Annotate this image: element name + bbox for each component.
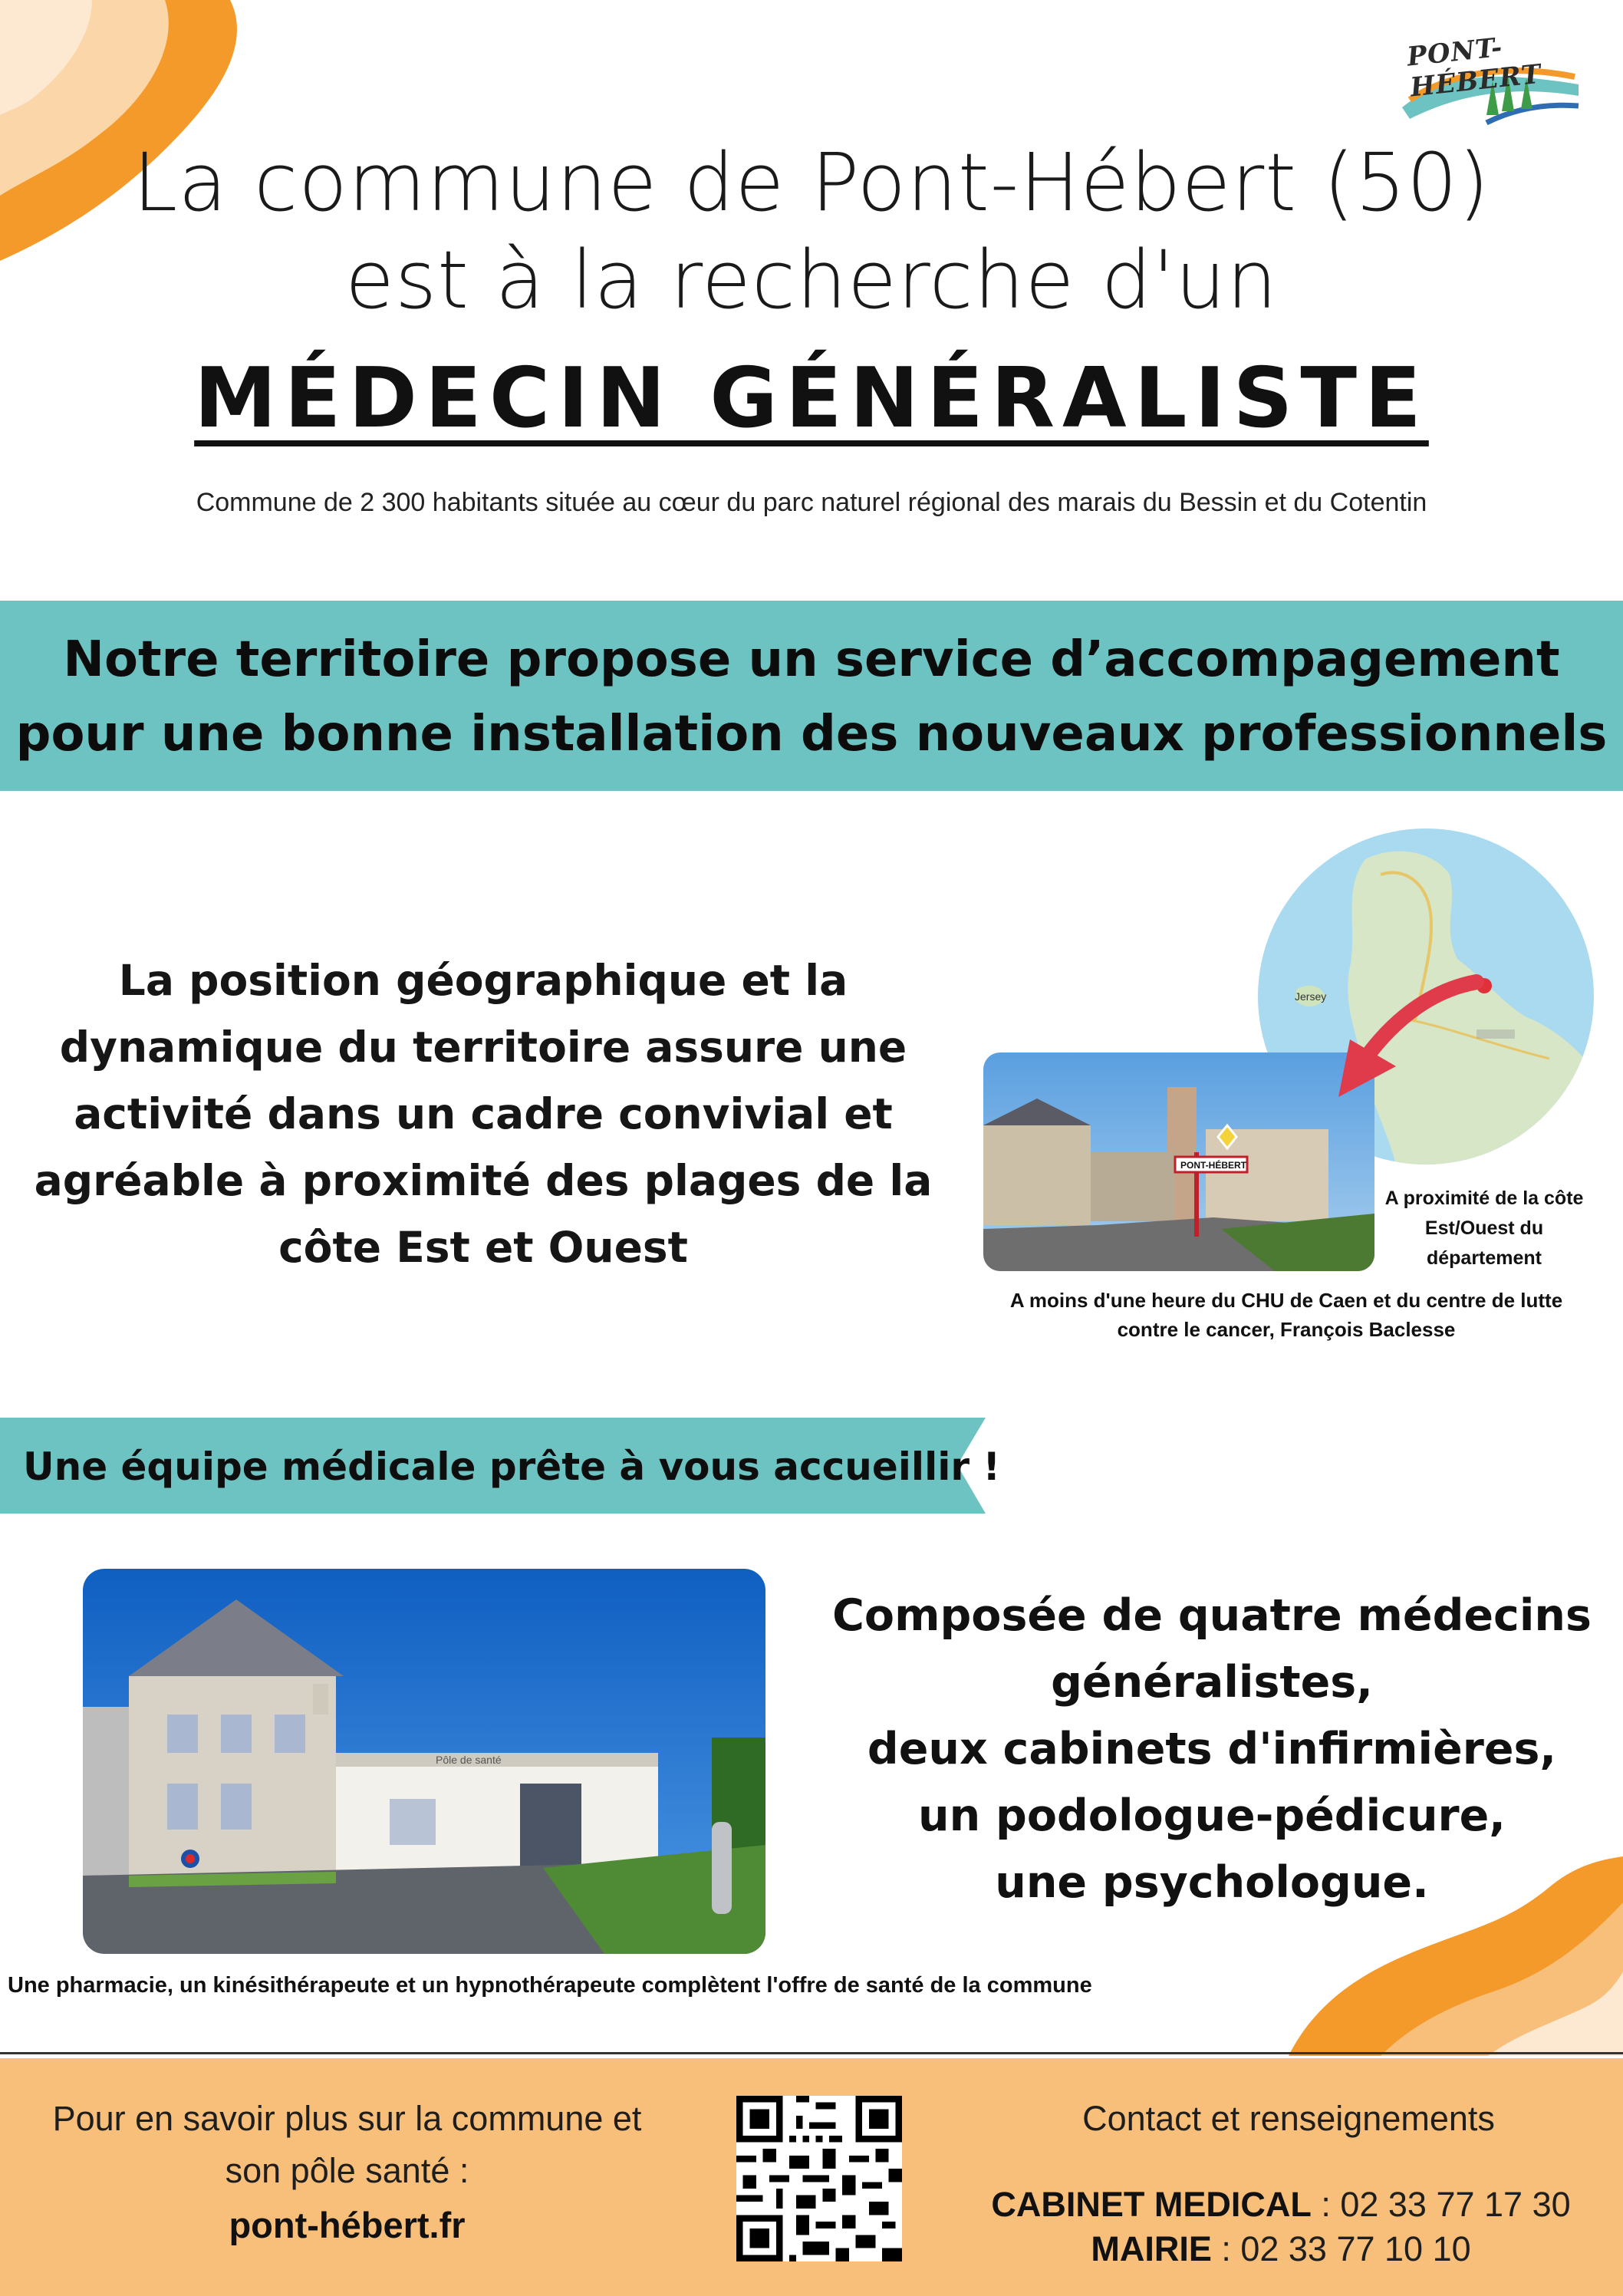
hospital-proximity-caption: A moins d'une heure du CHU de Caen et du centre de lutte contre le cancer, François Baclesse (1009, 1289, 1563, 1341)
town-sign-text: PONT-HÉBERT (1180, 1160, 1247, 1171)
team-line-podiatrist: un podologue-pédicure, (918, 1790, 1506, 1841)
additional-health-services-note: Une pharmacie, un kinésithérapeute et un hypnothérapeute complètent l'offre de santé de la commune (8, 1973, 1092, 1998)
more-info-line-1: Pour en savoir plus sur la commune et (52, 2099, 642, 2138)
headline-line-1: La commune de Pont-Hébert (50) (133, 136, 1490, 229)
location-description: La position géographique et la dynamique du territoire assure une activité dans un cadre convivial et agréable à proximité des plages de la côte Est et Ouest (34, 956, 933, 1272)
cabinet-medical-label: CABINET MEDICAL (991, 2185, 1312, 2224)
health-center-photo (83, 1569, 765, 1954)
team-line-doctors: Composée de quatre médecins (832, 1590, 1592, 1641)
logo-text: PONT-HÉBERT (1405, 31, 1543, 104)
mairie-contact (951, 2227, 1611, 2271)
cabinet-medical-phone[interactable]: : 02 33 77 17 30 (1311, 2185, 1571, 2224)
more-info-line-2: son pôle santé : (225, 2151, 469, 2190)
map-label-jersey: Jersey (1295, 990, 1327, 1003)
team-line-psychologist: une psychologue. (995, 1857, 1429, 1908)
contact-heading: Contact et renseignements (1082, 2099, 1495, 2138)
headline-job-title: MÉDECIN GÉNÉRALISTE (194, 351, 1429, 446)
website-link[interactable]: pont-hébert.fr (229, 2205, 466, 2245)
cabinet-medical-contact (951, 2182, 1611, 2227)
qr-code-icon[interactable] (736, 2096, 902, 2261)
mairie-phone[interactable]: : 02 33 77 10 10 (1211, 2229, 1471, 2268)
support-banner-line-1: Notre territoire propose un service d’accompagement (63, 631, 1560, 688)
footer-divider (0, 2052, 1623, 2054)
medical-team-composition (828, 1583, 1595, 1916)
commune-description: Commune de 2 300 habitants située au cœur du parc naturel régional des marais du Bessin et du Cotentin (196, 488, 1427, 517)
team-line-nurses: deux cabinets d'infirmières, (867, 1724, 1557, 1774)
mairie-label: MAIRIE (1091, 2229, 1212, 2268)
building-sign-text: Pôle de santé (436, 1754, 502, 1766)
coast-proximity-label: A proximité de la côte Est/Ouest du département (1384, 1188, 1584, 1269)
more-info-text (0, 2093, 694, 2197)
team-line-generalists: généralistes, (1051, 1657, 1373, 1708)
headline-line-2: est à la recherche d'un (344, 233, 1279, 327)
medical-team-ribbon-text: Une équipe médicale prête à vous accueillir ! (23, 1444, 1001, 1489)
support-banner-line-2: pour une bonne installation des nouveaux professionnels (15, 706, 1608, 763)
location-arrow-icon (1304, 974, 1488, 1105)
support-banner-text (0, 623, 1623, 772)
